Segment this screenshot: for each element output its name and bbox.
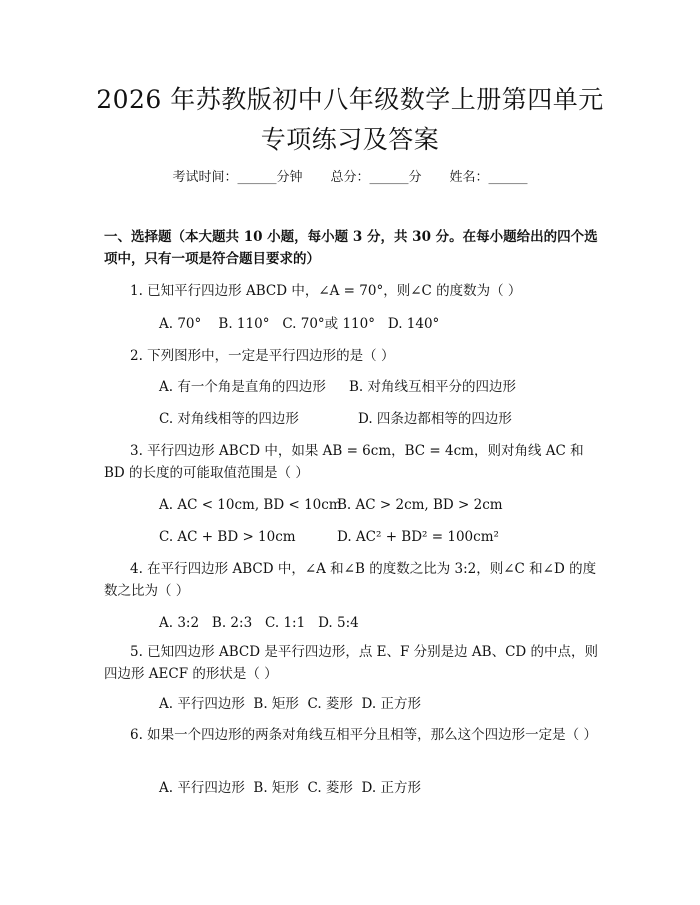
question-3-option-b: B. AC > 2cm, BD > 2cm bbox=[337, 497, 503, 513]
question-3-stem: 3. 平行四边形 ABCD 中，如果 AB = 6cm，BC = 4cm，则对角线 AC 和 BD 的长度的可能取值范围是（ ） bbox=[104, 443, 584, 481]
question-2-stem: 2. 下列图形中，一定是平行四边形的是（ ） bbox=[130, 348, 395, 364]
student-name-field: 姓名：______ bbox=[449, 170, 528, 185]
question-6-stem: 6. 如果一个四边形的两条对角线互相平分且相等，那么这个四边形一定是（ ） bbox=[130, 727, 597, 743]
page-title-line2: 专项练习及答案 bbox=[260, 125, 440, 154]
question-4-options: A. 3:2 B. 2:3 C. 1:1 D. 5:4 bbox=[159, 615, 359, 631]
question-1-stem: 1. 已知平行四边形 ABCD 中，∠A = 70°，则∠C 的度数为（ ） bbox=[130, 283, 522, 299]
question-3-option-a: A. AC < 10cm, BD < 10cm bbox=[159, 497, 342, 513]
question-2-option-c: C. 对角线相等的四边形 bbox=[159, 411, 299, 427]
exam-info bbox=[0, 168, 700, 188]
exam-time-field: 考试时间：______分钟 bbox=[172, 170, 303, 185]
question-3-option-c: C. AC + BD > 10cm bbox=[159, 529, 296, 545]
question-5-options: A. 平行四边形 B. 矩形 C. 菱形 D. 正方形 bbox=[159, 696, 421, 712]
question-6-options: A. 平行四边形 B. 矩形 C. 菱形 D. 正方形 bbox=[159, 780, 421, 796]
page-title-line1: 2026 年苏教版初中八年级数学上册第四单元 bbox=[96, 85, 604, 114]
question-2-option-a: A. 有一个角是直角的四边形 bbox=[159, 379, 326, 395]
question-1-options: A. 70° B. 110° C. 70°或 110° D. 140° bbox=[159, 316, 440, 332]
section-heading-choice: 一、选择题（本大题共 10 小题，每小题 3 分，共 30 分。在每小题给出的四个选项中，只有一项是符合题目要求的） bbox=[104, 229, 598, 267]
question-5-stem: 5. 已知四边形 ABCD 是平行四边形，点 E、F 分别是边 AB、CD 的中点，则四边形 AECF 的形状是（ ） bbox=[104, 644, 599, 682]
total-score-field: 总分：______分 bbox=[330, 170, 422, 185]
question-4-stem: 4. 在平行四边形 ABCD 中，∠A 和∠B 的度数之比为 3:2，则∠C 和∠D 的度数之比为（ ） bbox=[104, 561, 597, 599]
question-2-option-b: B. 对角线互相平分的四边形 bbox=[349, 379, 517, 395]
question-3-option-d: D. AC² + BD² = 100cm² bbox=[337, 529, 499, 545]
question-2-option-d: D. 四条边都相等的四边形 bbox=[358, 411, 512, 427]
